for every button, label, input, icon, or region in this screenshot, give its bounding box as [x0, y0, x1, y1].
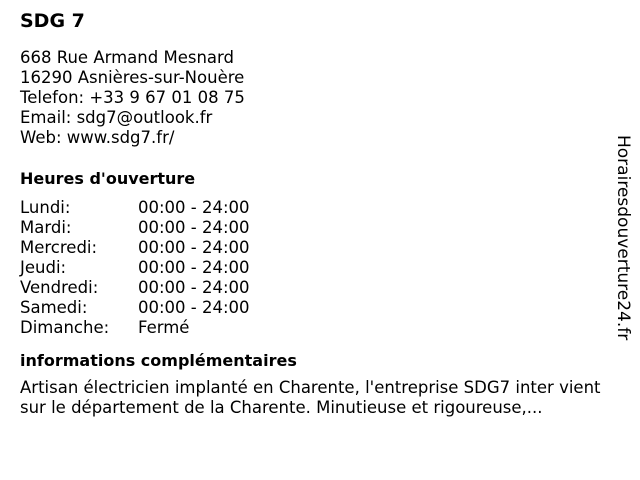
watermark-text: Horairesdouverture24.fr: [613, 135, 633, 341]
email-address: Email: sdg7@outlook.fr: [20, 108, 213, 127]
day-hours: 00:00 - 24:00: [138, 278, 250, 297]
day-label: Vendredi:: [20, 278, 99, 297]
hours-row-saturday: [20, 298, 610, 318]
street-address: 668 Rue Armand Mesnard: [20, 48, 234, 67]
hours-row-tuesday: [20, 218, 610, 238]
day-label: Jeudi:: [20, 258, 67, 277]
hours-row-sunday: [20, 318, 610, 338]
hours-heading: Heures d'ouverture: [20, 169, 196, 188]
phone-number: Telefon: +33 9 67 01 08 75: [20, 88, 245, 107]
hours-table: [20, 198, 610, 338]
day-hours: 00:00 - 24:00: [138, 298, 250, 317]
hours-row-monday: [20, 198, 610, 218]
day-hours: 00:00 - 24:00: [138, 238, 250, 257]
day-label: Lundi:: [20, 198, 71, 217]
day-label: Mardi:: [20, 218, 72, 237]
day-label: Dimanche:: [20, 318, 110, 337]
business-name: SDG 7: [20, 10, 85, 32]
hours-row-friday: [20, 278, 610, 298]
day-label: Mercredi:: [20, 238, 98, 257]
day-hours: 00:00 - 24:00: [138, 258, 250, 277]
website: Web: www.sdg7.fr/: [20, 128, 175, 147]
day-hours: 00:00 - 24:00: [138, 198, 250, 217]
day-hours: Fermé: [138, 318, 190, 337]
hours-row-wednesday: [20, 238, 610, 258]
city-address: 16290 Asnières-sur-Nouère: [20, 68, 245, 87]
contact-block: [20, 48, 610, 148]
day-label: Samedi:: [20, 298, 88, 317]
info-description: Artisan électricien implanté en Charente, l'entreprise SDG7 inter vient sur le département de la Charente. Minutieuse et rigoureuse,...: [20, 378, 601, 417]
business-card: [20, 8, 610, 418]
info-heading: informations complémentaires: [20, 351, 297, 370]
hours-row-thursday: [20, 258, 610, 278]
day-hours: 00:00 - 24:00: [138, 218, 250, 237]
